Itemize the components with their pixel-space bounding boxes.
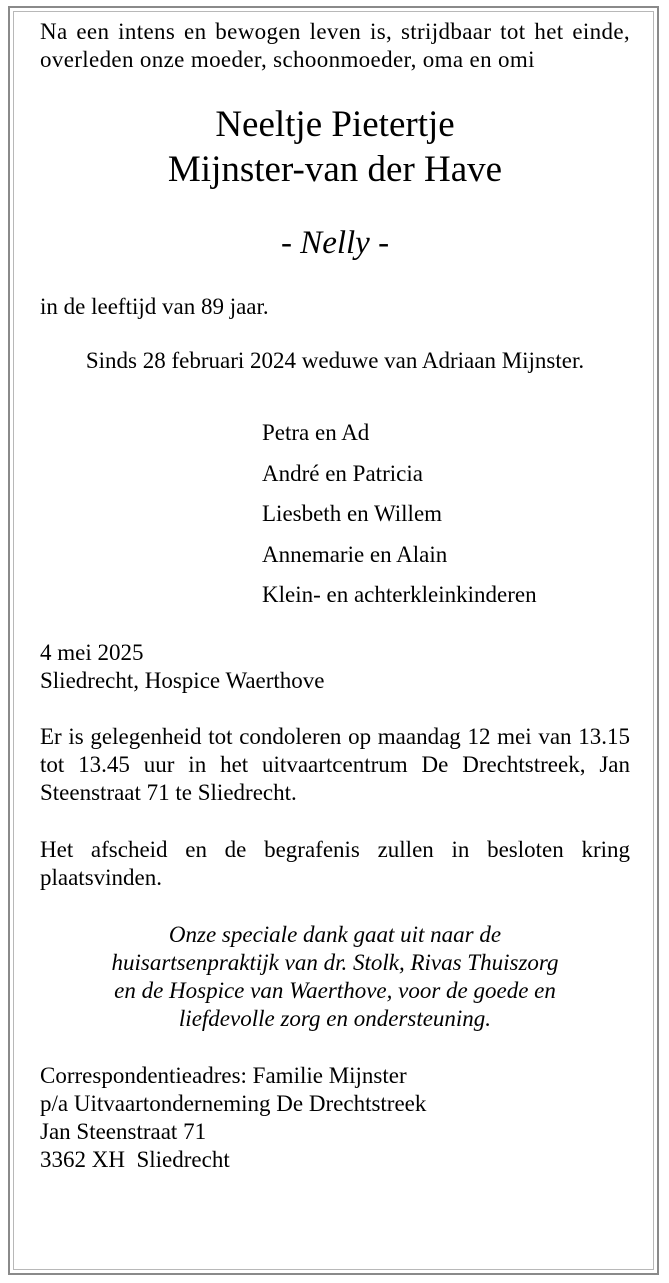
obituary-announcement: [40, 18, 630, 1174]
correspondence-address: [40, 1062, 630, 1174]
relative-item: André en Patricia: [262, 460, 423, 486]
relative-item: Annemarie en Alain: [262, 541, 448, 567]
death-date: 4 mei 2025: [40, 640, 144, 665]
farewell-text: Het afscheid en de begrafenis zullen in besloten kring plaatsvinden.: [40, 837, 630, 890]
address-line: 3362 XH Sliedrecht: [40, 1147, 230, 1172]
thanks-line: Onze speciale dank gaat uit naar de: [168, 922, 502, 947]
age-text: in de leeftijd van 89 jaar.: [40, 294, 269, 319]
thanks-line: huisartsenpraktijk van dr. Stolk, Rivas Thuiszorg: [111, 950, 559, 975]
relative-item: Klein- en achterkleinkinderen: [262, 582, 537, 607]
deceased-surname: Mijnster-van der Have: [167, 149, 503, 190]
relatives-list: [262, 419, 630, 609]
intro-text: Na een intens en bewogen leven is, strijdbaar tot het einde, overleden onze moeder, schoonmoeder, oma en omi: [40, 19, 630, 72]
thanks-line: en de Hospice van Waerthove, voor de goede en: [114, 978, 556, 1003]
relative-item: Liesbeth en Willem: [262, 501, 443, 526]
condolence-text: Er is gelegenheid tot condoleren op maandag 12 mei van 13.15 tot 13.45 uur in het uitvaartcentrum De Drechtstreek, Jan Steenstraat 71 te Sliedrecht.: [40, 724, 630, 805]
address-line: Correspondentieadres: Familie Mijnster: [40, 1063, 407, 1088]
address-line: Jan Steenstraat 71: [40, 1119, 207, 1144]
death-place: Sliedrecht, Hospice Waerthove: [40, 668, 325, 693]
widow-text: Sinds 28 februari 2024 weduwe van Adriaan Mijnster.: [85, 348, 585, 373]
thanks-text: [40, 921, 630, 1033]
address-line: p/a Uitvaartonderneming De Drechtstreek: [40, 1091, 427, 1116]
date-place-block: [40, 639, 630, 695]
thanks-line: liefdevolle zorg en ondersteuning.: [178, 1006, 492, 1031]
deceased-given-names: Neeltje Pietertje: [215, 104, 455, 145]
relative-item: Petra en Ad: [262, 420, 370, 445]
deceased-name: [40, 102, 630, 192]
deceased-nickname: - Nelly -: [280, 225, 390, 261]
